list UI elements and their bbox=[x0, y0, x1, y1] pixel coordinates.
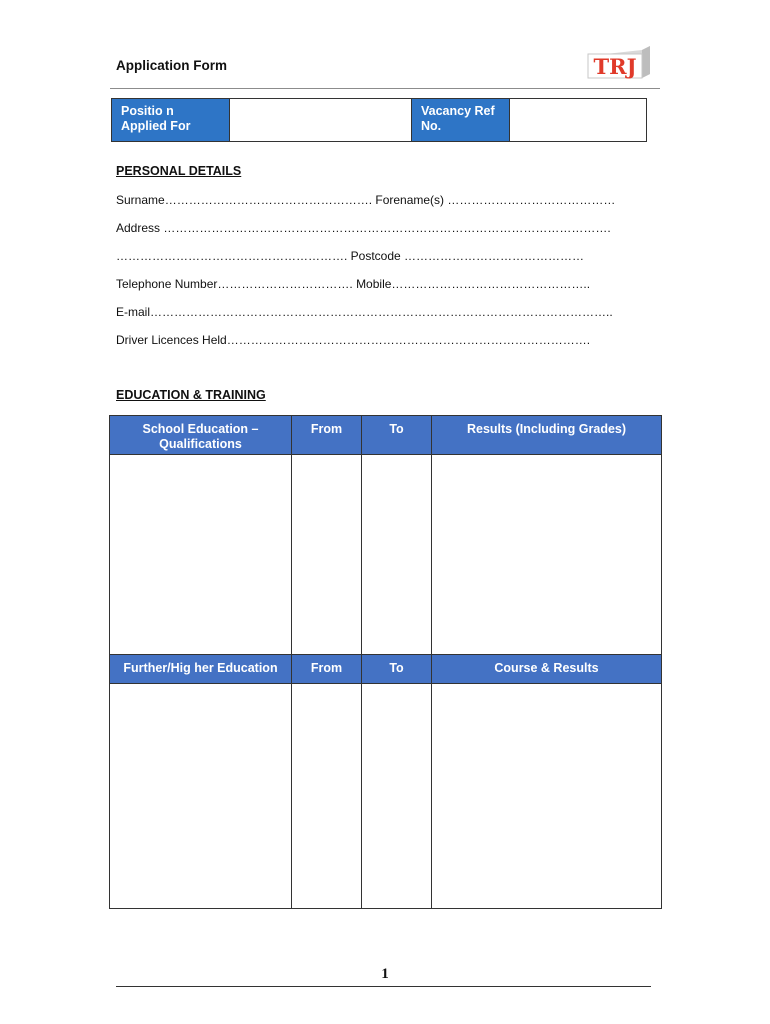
school-results-cell[interactable] bbox=[432, 455, 662, 665]
school-qualifications-cell[interactable] bbox=[110, 455, 292, 665]
position-label-line2: Applied For bbox=[121, 119, 191, 133]
vacancy-ref-field[interactable] bbox=[510, 99, 647, 142]
school-to-cell[interactable] bbox=[362, 455, 432, 665]
vacancy-label-line1: Vacancy Ref bbox=[421, 104, 495, 118]
telephone-mobile-line[interactable]: Telephone Number……………………………. Mobile………………………………………….. bbox=[116, 277, 591, 291]
further-to-header: To bbox=[362, 655, 432, 684]
personal-details-heading: PERSONAL DETAILS bbox=[116, 164, 242, 178]
school-from-header: From bbox=[292, 416, 362, 455]
address-line-1[interactable]: Address …………………………………………………………………………………………………. bbox=[116, 221, 611, 235]
page-number: 1 bbox=[381, 966, 389, 982]
surname-forename-line[interactable]: Surname……………………………………………. Forename(s) …………………………………… bbox=[116, 193, 616, 207]
further-from-cell[interactable] bbox=[292, 684, 362, 909]
email-line[interactable]: E-mail…………………………………………………………………………………………………….. bbox=[116, 305, 613, 319]
further-education-header: Further/Hig her Education bbox=[110, 655, 292, 684]
vacancy-ref-label bbox=[412, 99, 510, 142]
further-to-cell[interactable] bbox=[362, 684, 432, 909]
position-applied-label bbox=[112, 99, 230, 142]
school-education-table bbox=[109, 415, 662, 665]
school-results-header: Results (Including Grades) bbox=[432, 416, 662, 455]
further-education-cell[interactable] bbox=[110, 684, 292, 909]
footer-divider bbox=[116, 986, 651, 987]
school-education-header: School Education – Qualifications bbox=[110, 416, 292, 455]
further-course-header: Course & Results bbox=[432, 655, 662, 684]
form-title: Application Form bbox=[116, 58, 227, 73]
position-table bbox=[111, 98, 647, 142]
school-from-cell[interactable] bbox=[292, 455, 362, 665]
trj-logo-icon bbox=[584, 44, 654, 82]
header-divider bbox=[110, 88, 660, 89]
further-education-table bbox=[109, 654, 662, 909]
further-course-cell[interactable] bbox=[432, 684, 662, 909]
vacancy-label-line2: No. bbox=[421, 119, 442, 133]
education-training-heading: EDUCATION & TRAINING bbox=[116, 388, 266, 402]
school-to-header: To bbox=[362, 416, 432, 455]
further-from-header: From bbox=[292, 655, 362, 684]
position-label-line1: Positio n bbox=[121, 104, 174, 118]
company-logo bbox=[584, 44, 654, 82]
position-applied-field[interactable] bbox=[230, 99, 412, 142]
address-postcode-line[interactable]: …………………………………………………. Postcode ……………………………………… bbox=[116, 249, 585, 263]
driver-licences-line[interactable]: Driver Licences Held………………………………………………………………………………. bbox=[116, 333, 591, 347]
logo-text: TRJ bbox=[593, 54, 637, 79]
